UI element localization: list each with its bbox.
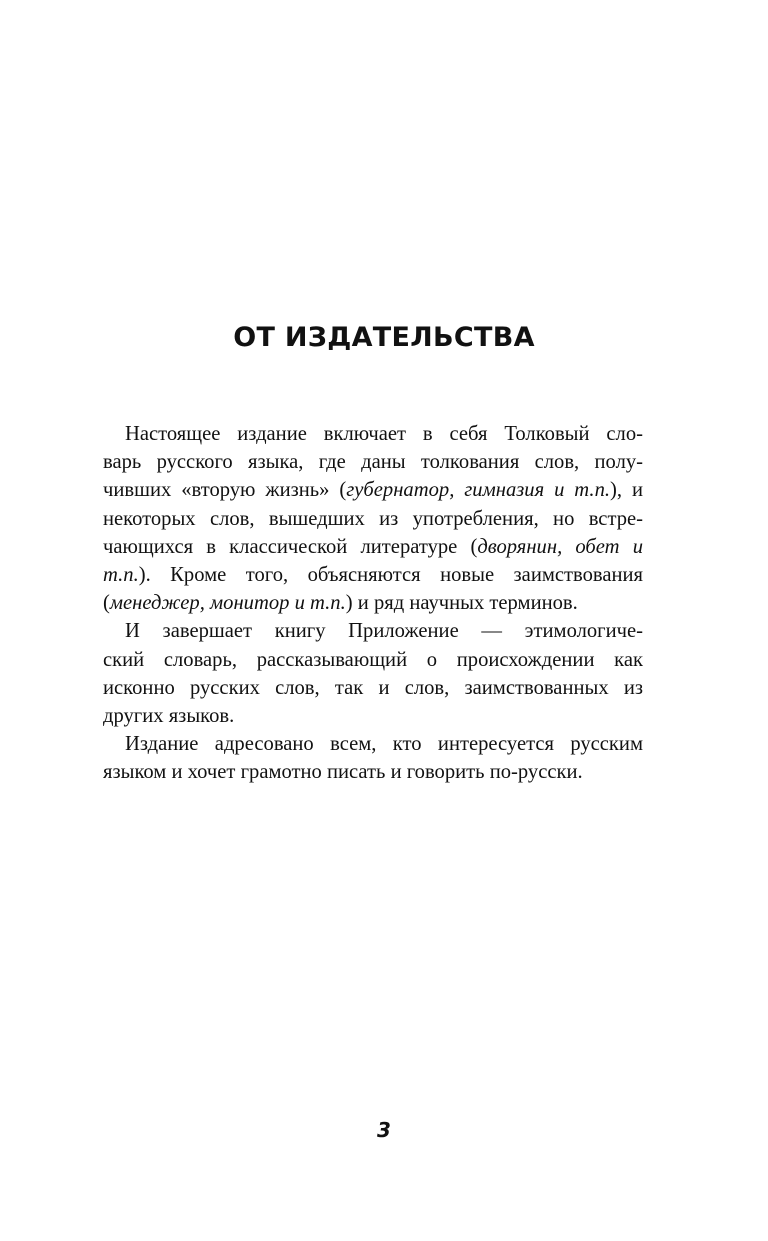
page-title: ОТ ИЗДАТЕЛЬСТВА <box>233 322 535 353</box>
text-line <box>103 448 643 476</box>
italic-example-words: губернатор, гимназия и т.п. <box>346 479 611 502</box>
paragraph <box>103 730 643 786</box>
text-line <box>103 617 643 645</box>
text-segment: чающихся в классической литературе ( <box>103 535 478 558</box>
text-line <box>103 589 643 617</box>
page-number: 3 <box>377 1118 391 1142</box>
text-segment: Настоящее издание включает в себя Толковый сло- <box>125 423 643 445</box>
text-segment: И завершает книгу Приложение — этимологиче- <box>125 620 643 643</box>
text-segment: Издание адресовано всем, кто интересуется русским <box>125 733 643 756</box>
text-segment: ) и ряд научных терминов. <box>345 592 578 615</box>
text-segment: исконно русских слов, так и слов, заимствованных из <box>103 676 643 699</box>
italic-example-words: т.п. <box>103 564 139 587</box>
italic-example-words: дворянин, обет и <box>477 535 644 558</box>
text-line <box>103 702 643 730</box>
text-segment: других языков. <box>103 705 235 728</box>
text-line <box>103 505 643 533</box>
text-segment: ). Кроме того, объясняются новые заимствования <box>138 564 643 587</box>
text-segment: чивших «вторую жизнь» ( <box>103 479 347 502</box>
body-text <box>103 420 643 787</box>
text-segment: ский словарь, рассказывающий о происхождении как <box>103 648 643 671</box>
italic-example-words: менеджер, монитор и т.п. <box>109 592 346 615</box>
text-line <box>103 674 643 702</box>
text-segment: ), и <box>610 479 643 502</box>
text-line <box>103 730 643 758</box>
text-line <box>103 758 643 786</box>
text-segment: ( <box>103 592 110 615</box>
text-line <box>103 420 643 448</box>
text-line <box>103 561 643 589</box>
text-line <box>103 533 643 561</box>
text-segment: варь русского языка, где даны толкования слов, полу- <box>103 451 643 474</box>
paragraph <box>103 617 643 730</box>
text-segment: некоторых слов, вышедших из употребления, но встре- <box>103 507 643 530</box>
paragraph <box>103 420 643 617</box>
text-line <box>103 476 643 504</box>
text-segment: языком и хочет грамотно писать и говорить по-русски. <box>103 761 583 784</box>
text-line <box>103 646 643 674</box>
